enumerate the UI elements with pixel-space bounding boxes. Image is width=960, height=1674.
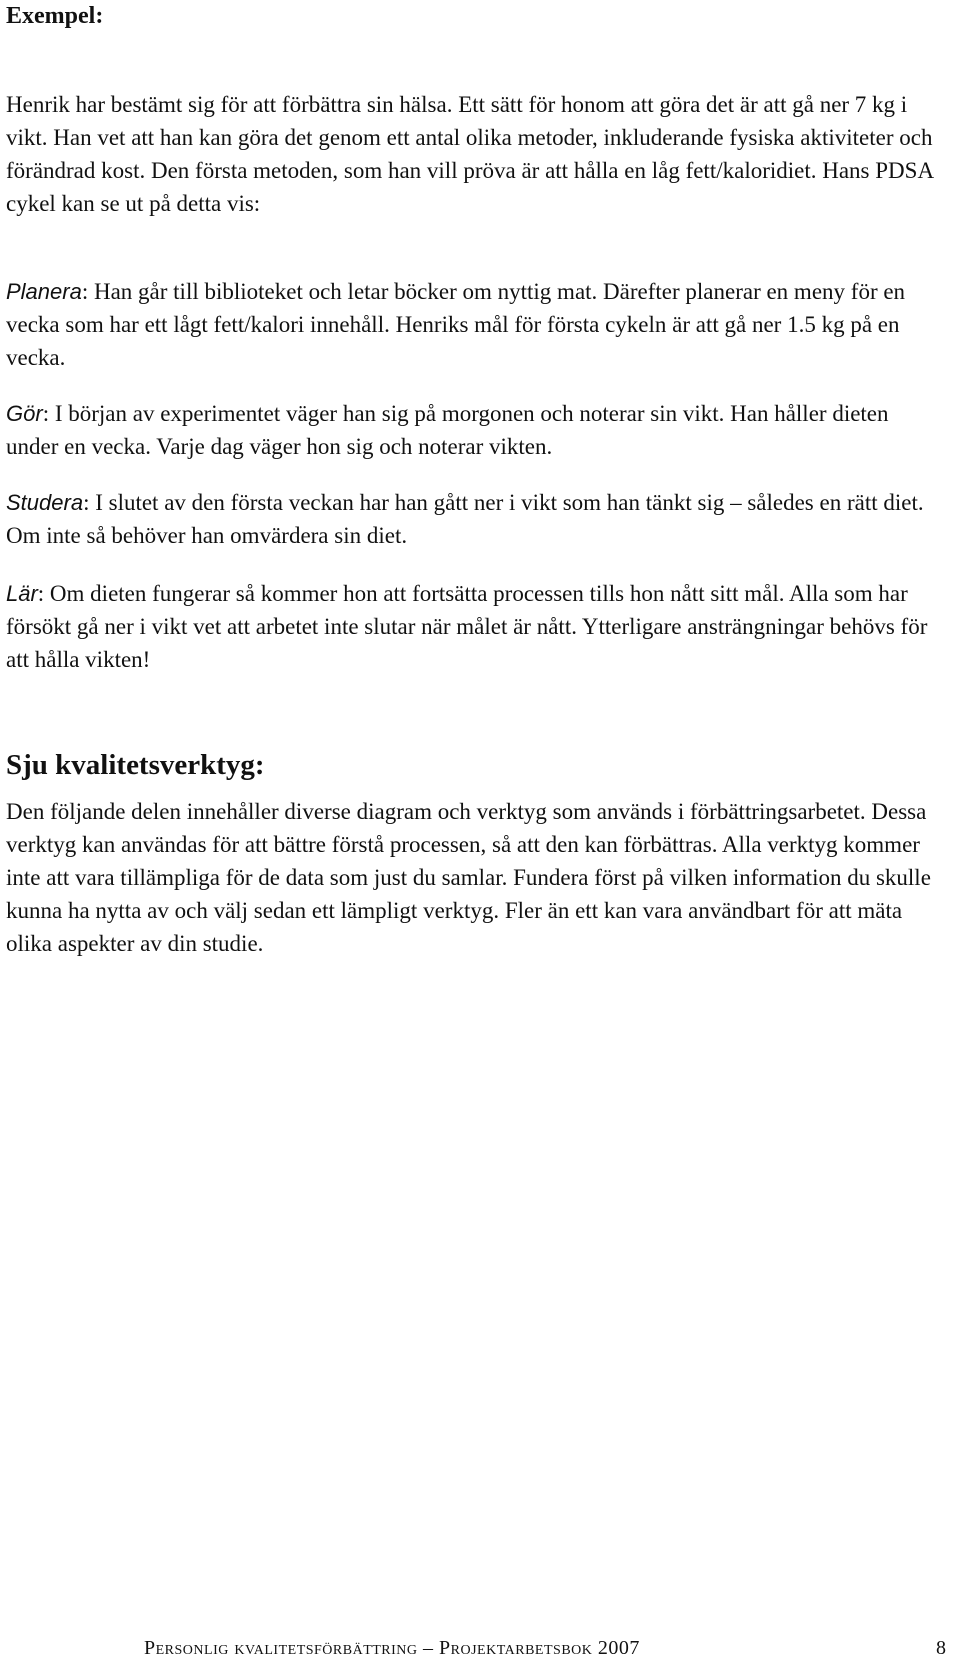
example-intro-text: Henrik har bestämt sig för att förbättra sin hälsa. Ett sätt för honom att göra det är att gå ner 7 kg i vikt. Han vet att han kan göra det genom ett antal olika metoder, inkluderande fysiska aktiviteter och förändrad kost. Den första metoden, som han vill pröva är att hålla en låg fett/kaloridiet. Hans PDSA cykel kan se ut på detta vis: <box>6 92 933 216</box>
page-footer <box>0 1633 960 1663</box>
plan-text: : Han går till biblioteket och letar böcker om nyttig mat. Därefter planerar en meny för en vecka som har ett lågt fett/kalori innehåll. Henriks mål för första cykeln är att gå ner 1.5 kg på en vecka. <box>6 279 906 370</box>
tools-text: Den följande delen innehåller diverse diagram och verktyg som används i förbättringsarbetet. Dessa verktyg kan användas för att bättre förstå processen, så att den kan förbättras. Alla verktyg kommer inte att vara tillämpliga för de data som just du samlar. Fundera först på vilken information du skulle kunna ha nytta av och välj sedan ett lämpligt verktyg. Fler än ett kan vara användbart för att mäta olika aspekter av din studie. <box>6 799 931 956</box>
plan-paragraph <box>6 275 946 374</box>
study-text: : I slutet av den första veckan har han gått ner i vikt som han tänkt sig – således en rätt diet. Om inte så behöver han omvärdera sin diet. <box>6 490 924 548</box>
do-label: Gör <box>6 401 43 426</box>
tools-paragraph <box>6 795 946 960</box>
study-paragraph <box>6 486 946 552</box>
act-paragraph <box>6 577 946 676</box>
act-text: : Om dieten fungerar så kommer hon att fortsätta processen tills hon nått sitt mål. Alla som har försökt gå ner i vikt vet att arbetet inte slutar när målet är nått. Ytterligare ansträngningar behövs för att hålla vikten! <box>6 581 928 672</box>
example-heading: Exempel: <box>6 3 104 29</box>
do-text: : I början av experimentet väger han sig på morgonen och noterar sin vikt. Han håller dieten under en vecka. Varje dag väger hon sig och noterar vikten. <box>6 401 889 459</box>
tools-heading: Sju kvalitetsverktyg: <box>6 749 265 781</box>
page-number: 8 <box>936 1637 946 1659</box>
act-label: Lär <box>6 581 38 606</box>
plan-label: Planera <box>6 279 82 304</box>
do-paragraph <box>6 397 946 463</box>
footer-title: Personlig kvalitetsförbättring – Projektarbetsbok 2007 <box>144 1637 640 1659</box>
example-intro-paragraph <box>6 88 946 220</box>
study-label: Studera <box>6 490 84 515</box>
